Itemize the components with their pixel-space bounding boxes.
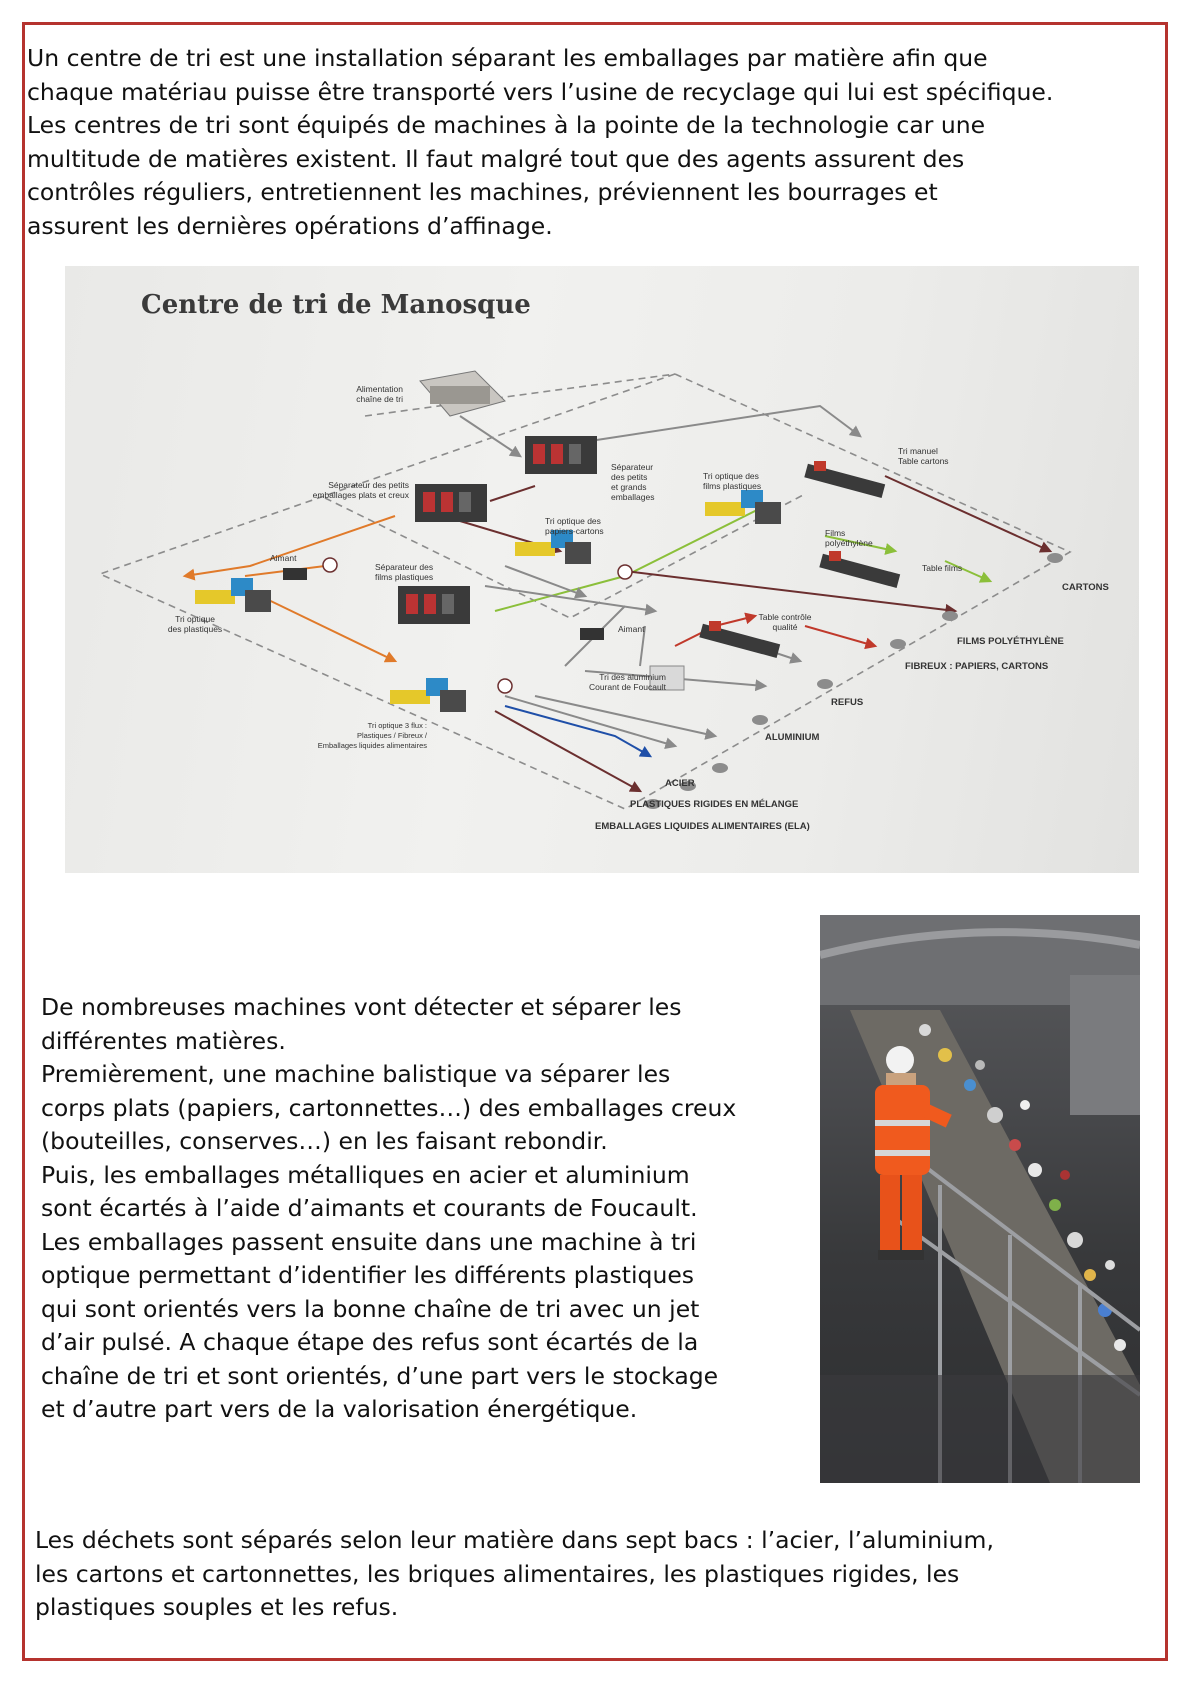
text-line: assurent les dernières opérations d’affinage. [27, 211, 553, 240]
diagram-graphics [65, 266, 1139, 873]
output-films: FILMS POLYÉTHYLÈNE [957, 636, 1064, 647]
intro-paragraph [27, 42, 1167, 243]
output-cartons: CARTONS [1062, 582, 1109, 593]
label-tri-manuel: Tri manuel Table cartons [898, 446, 949, 466]
sorting-worker-photo [820, 915, 1140, 1483]
text-line: qui sont orientés vers la bonne chaîne de tri avec un jet [41, 1294, 700, 1323]
output-refus: REFUS [831, 697, 864, 708]
label-separateur-films: Séparateur des films plastiques [375, 562, 434, 582]
text-line: différentes matières. [41, 1026, 286, 1055]
label-table-films: Table films [922, 563, 963, 573]
text-line: corps plats (papiers, cartonnettes…) des emballages creux [41, 1093, 737, 1122]
label-tri-optique-plastiques: Tri optique des plastiques [167, 614, 223, 634]
label-aimant-2: Aimant [618, 624, 645, 634]
text-line: plastiques souples et les refus. [35, 1593, 399, 1621]
output-plastiques: PLASTIQUES RIGIDES EN MÉLANGE [630, 799, 799, 810]
text-line: contrôles réguliers, entretiennent les machines, préviennent les bourrages et [27, 178, 938, 206]
text-line: Les emballages passent ensuite dans une machine à tri [41, 1227, 697, 1256]
label-aimant-1: Aimant [270, 553, 297, 563]
sorting-center-diagram [65, 266, 1139, 873]
text-line: d’air pulsé. A chaque étape des refus sont écartés de la [41, 1328, 699, 1356]
label-tri-optique-3flux: Tri optique 3 flux : Plastiques / Fibreux / Emballages liquides alimentaires [317, 721, 427, 750]
text-line: Un centre de tri est une installation séparant les emballages par matière afin que [27, 44, 988, 72]
output-acier: ACIER [665, 778, 695, 789]
text-line: Premièrement, une machine balistique va séparer les [41, 1060, 671, 1088]
label-separateur-grands: Séparateur des petits et grands emballages [611, 462, 655, 502]
text-line: optique permettant d’identifier les différents plastiques [41, 1261, 695, 1289]
text-line: les cartons et cartonnettes, les briques alimentaires, les plastiques rigides, les [35, 1559, 960, 1588]
label-tri-aluminium: Tri des aluminium Courant de Foucault [588, 672, 666, 692]
diagram-title: Centre de tri de Manosque [141, 290, 531, 320]
label-tri-optique-papiers: Tri optique des papiers-cartons [545, 516, 604, 536]
photo-illustration [820, 915, 1140, 1483]
label-films-poly: Films polyéthylène [825, 528, 873, 548]
text-line: chaque matériau puisse être transporté vers l’usine de recyclage qui lui est spécifique. [27, 77, 1054, 106]
output-fibreux: FIBREUX : PAPIERS, CARTONS [905, 661, 1049, 672]
text-line: (bouteilles, conserves…) en les faisant rebondir. [41, 1127, 608, 1155]
text-line: Les centres de tri sont équipés de machines à la pointe de la technologie car une [27, 111, 986, 139]
label-tri-optique-films: Tri optique des films plastiques [703, 471, 762, 491]
text-line: Les déchets sont séparés selon leur matière dans sept bacs : l’acier, l’aluminium, [35, 1526, 994, 1554]
text-line: multitude de matières existent. Il faut malgré tout que des agents assurent des [27, 144, 965, 173]
text-line: chaîne de tri et sont orientés, d’une part vers le stockage [41, 1361, 719, 1390]
text-line: sont écartés à l’aide d’aimants et courants de Foucault. [41, 1194, 698, 1222]
label-alimentation: Alimentation chaîne de tri [356, 384, 403, 404]
label-separateur-petits: Séparateur des petits emballages plats et creux [312, 480, 409, 500]
text-line: et d’autre part vers de la valorisation énergétique. [41, 1395, 638, 1423]
diagram-machines [195, 371, 900, 712]
bins-paragraph [35, 1524, 1155, 1625]
machines-paragraph [41, 991, 816, 1427]
label-table-controle: Table contrôle qualité [758, 612, 812, 632]
output-ela: EMBALLAGES LIQUIDES ALIMENTAIRES (ELA) [595, 821, 810, 832]
text-line: De nombreuses machines vont détecter et séparer les [41, 993, 682, 1021]
output-aluminium: ALUMINIUM [765, 732, 820, 743]
text-line: Puis, les emballages métalliques en acier et aluminium [41, 1160, 690, 1189]
